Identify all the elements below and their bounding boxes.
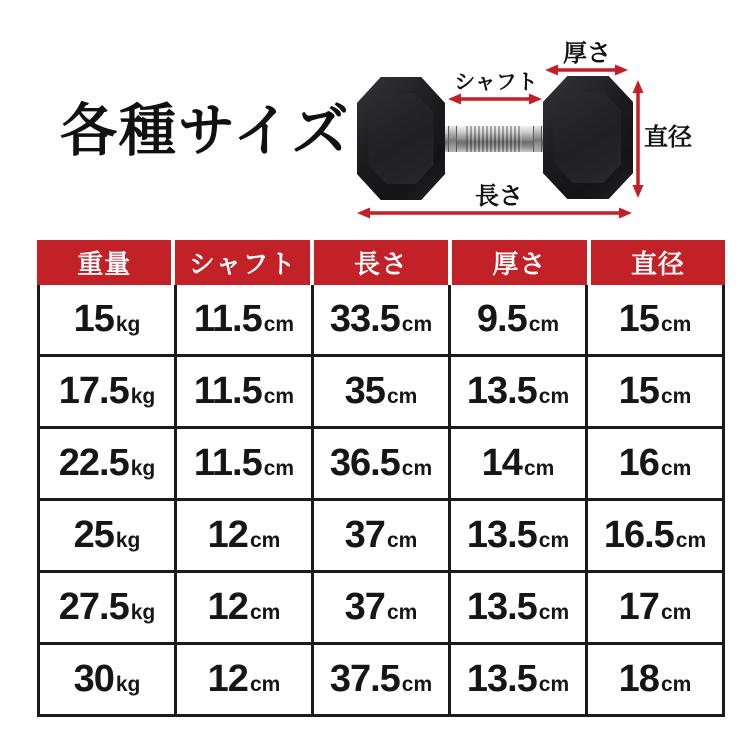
size-cell	[587, 356, 724, 428]
dumbbell-head-face	[368, 93, 433, 184]
table-row	[39, 644, 724, 716]
size-unit: cm	[249, 673, 281, 696]
size-value: 11.5	[193, 442, 262, 484]
size-cell	[39, 285, 176, 356]
table-row	[39, 500, 724, 572]
table-row	[39, 356, 724, 428]
diameter-arrow-icon	[633, 80, 644, 198]
size-cell	[450, 356, 587, 428]
size-value: 33.5	[329, 298, 400, 340]
column-header: シャフト	[175, 240, 309, 285]
size-value: 13.5	[466, 514, 537, 556]
size-value: 15	[73, 298, 114, 340]
size-unit: cm	[660, 457, 692, 480]
size-cell	[176, 356, 313, 428]
size-value: 37.5	[329, 658, 400, 700]
size-cell	[176, 428, 313, 500]
size-value: 30	[73, 658, 114, 700]
size-value: 25	[73, 514, 114, 556]
size-unit: kg	[115, 529, 141, 552]
size-unit: cm	[249, 529, 281, 552]
size-value: 18	[618, 658, 659, 700]
size-cell	[313, 500, 450, 572]
size-unit: cm	[263, 313, 295, 336]
size-cell	[313, 285, 450, 356]
shaft-label: シャフト	[454, 71, 538, 94]
size-value: 12	[207, 658, 248, 700]
size-value: 15	[618, 370, 659, 412]
dumbbell-head-right	[543, 76, 633, 199]
size-cell	[587, 500, 724, 572]
column-header: 重量	[37, 240, 171, 285]
size-cell	[313, 572, 450, 644]
size-unit: kg	[115, 313, 141, 336]
size-value: 12	[207, 514, 248, 556]
column-header: 長さ	[314, 240, 448, 285]
size-unit: cm	[401, 457, 433, 480]
size-unit: cm	[263, 385, 295, 408]
size-table-body	[39, 285, 724, 716]
size-unit: cm	[675, 529, 707, 552]
column-header: 直径	[591, 240, 725, 285]
table-row	[39, 285, 724, 356]
size-cell	[176, 572, 313, 644]
size-value: 15	[618, 298, 659, 340]
size-cell	[39, 644, 176, 716]
size-unit: kg	[130, 601, 156, 624]
size-value: 36.5	[329, 442, 400, 484]
size-value: 27.5	[58, 586, 129, 628]
size-unit: kg	[130, 457, 156, 480]
size-unit: cm	[528, 313, 560, 336]
thickness-label: 厚さ	[563, 40, 611, 67]
size-cell	[176, 500, 313, 572]
size-cell	[39, 500, 176, 572]
size-cell	[313, 644, 450, 716]
size-unit: cm	[386, 601, 418, 624]
size-cell	[587, 428, 724, 500]
size-value: 9.5	[476, 298, 527, 340]
size-unit: cm	[538, 529, 570, 552]
size-cell	[176, 285, 313, 356]
size-cell	[176, 644, 313, 716]
size-table	[37, 285, 725, 717]
size-cell	[587, 572, 724, 644]
size-unit: cm	[538, 673, 570, 696]
size-value: 13.5	[466, 370, 537, 412]
length-label: 長さ	[475, 183, 523, 210]
size-value: 37	[344, 586, 385, 628]
size-table-header	[37, 240, 725, 285]
size-value: 16	[618, 442, 659, 484]
size-value: 17	[618, 586, 659, 628]
size-unit: cm	[660, 601, 692, 624]
size-cell	[450, 500, 587, 572]
size-unit: cm	[660, 385, 692, 408]
dumbbell-collar-left	[448, 126, 457, 152]
size-cell	[39, 428, 176, 500]
dumbbell-head-left	[357, 77, 445, 200]
size-value: 16.5	[603, 514, 674, 556]
size-cell	[313, 428, 450, 500]
size-cell	[450, 285, 587, 356]
size-unit: cm	[538, 385, 570, 408]
size-unit: cm	[660, 313, 692, 336]
dumbbell-collar-right	[533, 126, 542, 152]
dumbbell-head-face	[555, 92, 622, 183]
size-cell	[450, 572, 587, 644]
page-title: 各種サイズ	[60, 99, 351, 163]
size-value: 35	[344, 370, 385, 412]
size-unit: cm	[249, 601, 281, 624]
size-value: 13.5	[466, 658, 537, 700]
size-unit: kg	[115, 673, 141, 696]
shaft-arrow-icon	[448, 94, 542, 105]
size-unit: kg	[130, 385, 156, 408]
size-value: 11.5	[193, 370, 262, 412]
size-unit: cm	[660, 673, 692, 696]
size-value: 14	[481, 442, 522, 484]
size-cell	[39, 572, 176, 644]
table-row	[39, 428, 724, 500]
size-value: 13.5	[466, 586, 537, 628]
size-cell	[39, 356, 176, 428]
table-row	[39, 572, 724, 644]
size-unit: cm	[538, 601, 570, 624]
size-unit: cm	[401, 313, 433, 336]
size-cell	[587, 285, 724, 356]
size-cell	[313, 356, 450, 428]
size-unit: cm	[263, 457, 295, 480]
size-value: 37	[344, 514, 385, 556]
column-header: 厚さ	[452, 240, 586, 285]
diameter-label: 直径	[644, 124, 692, 151]
size-cell	[450, 644, 587, 716]
dumbbell-bar-knurling	[466, 126, 522, 152]
size-value: 22.5	[58, 442, 129, 484]
size-value: 12	[207, 586, 248, 628]
size-unit: cm	[401, 673, 433, 696]
size-value: 11.5	[193, 298, 262, 340]
size-unit: cm	[386, 385, 418, 408]
size-unit: cm	[386, 529, 418, 552]
size-unit: cm	[523, 457, 555, 480]
size-value: 17.5	[58, 370, 129, 412]
size-cell	[587, 644, 724, 716]
size-cell	[450, 428, 587, 500]
